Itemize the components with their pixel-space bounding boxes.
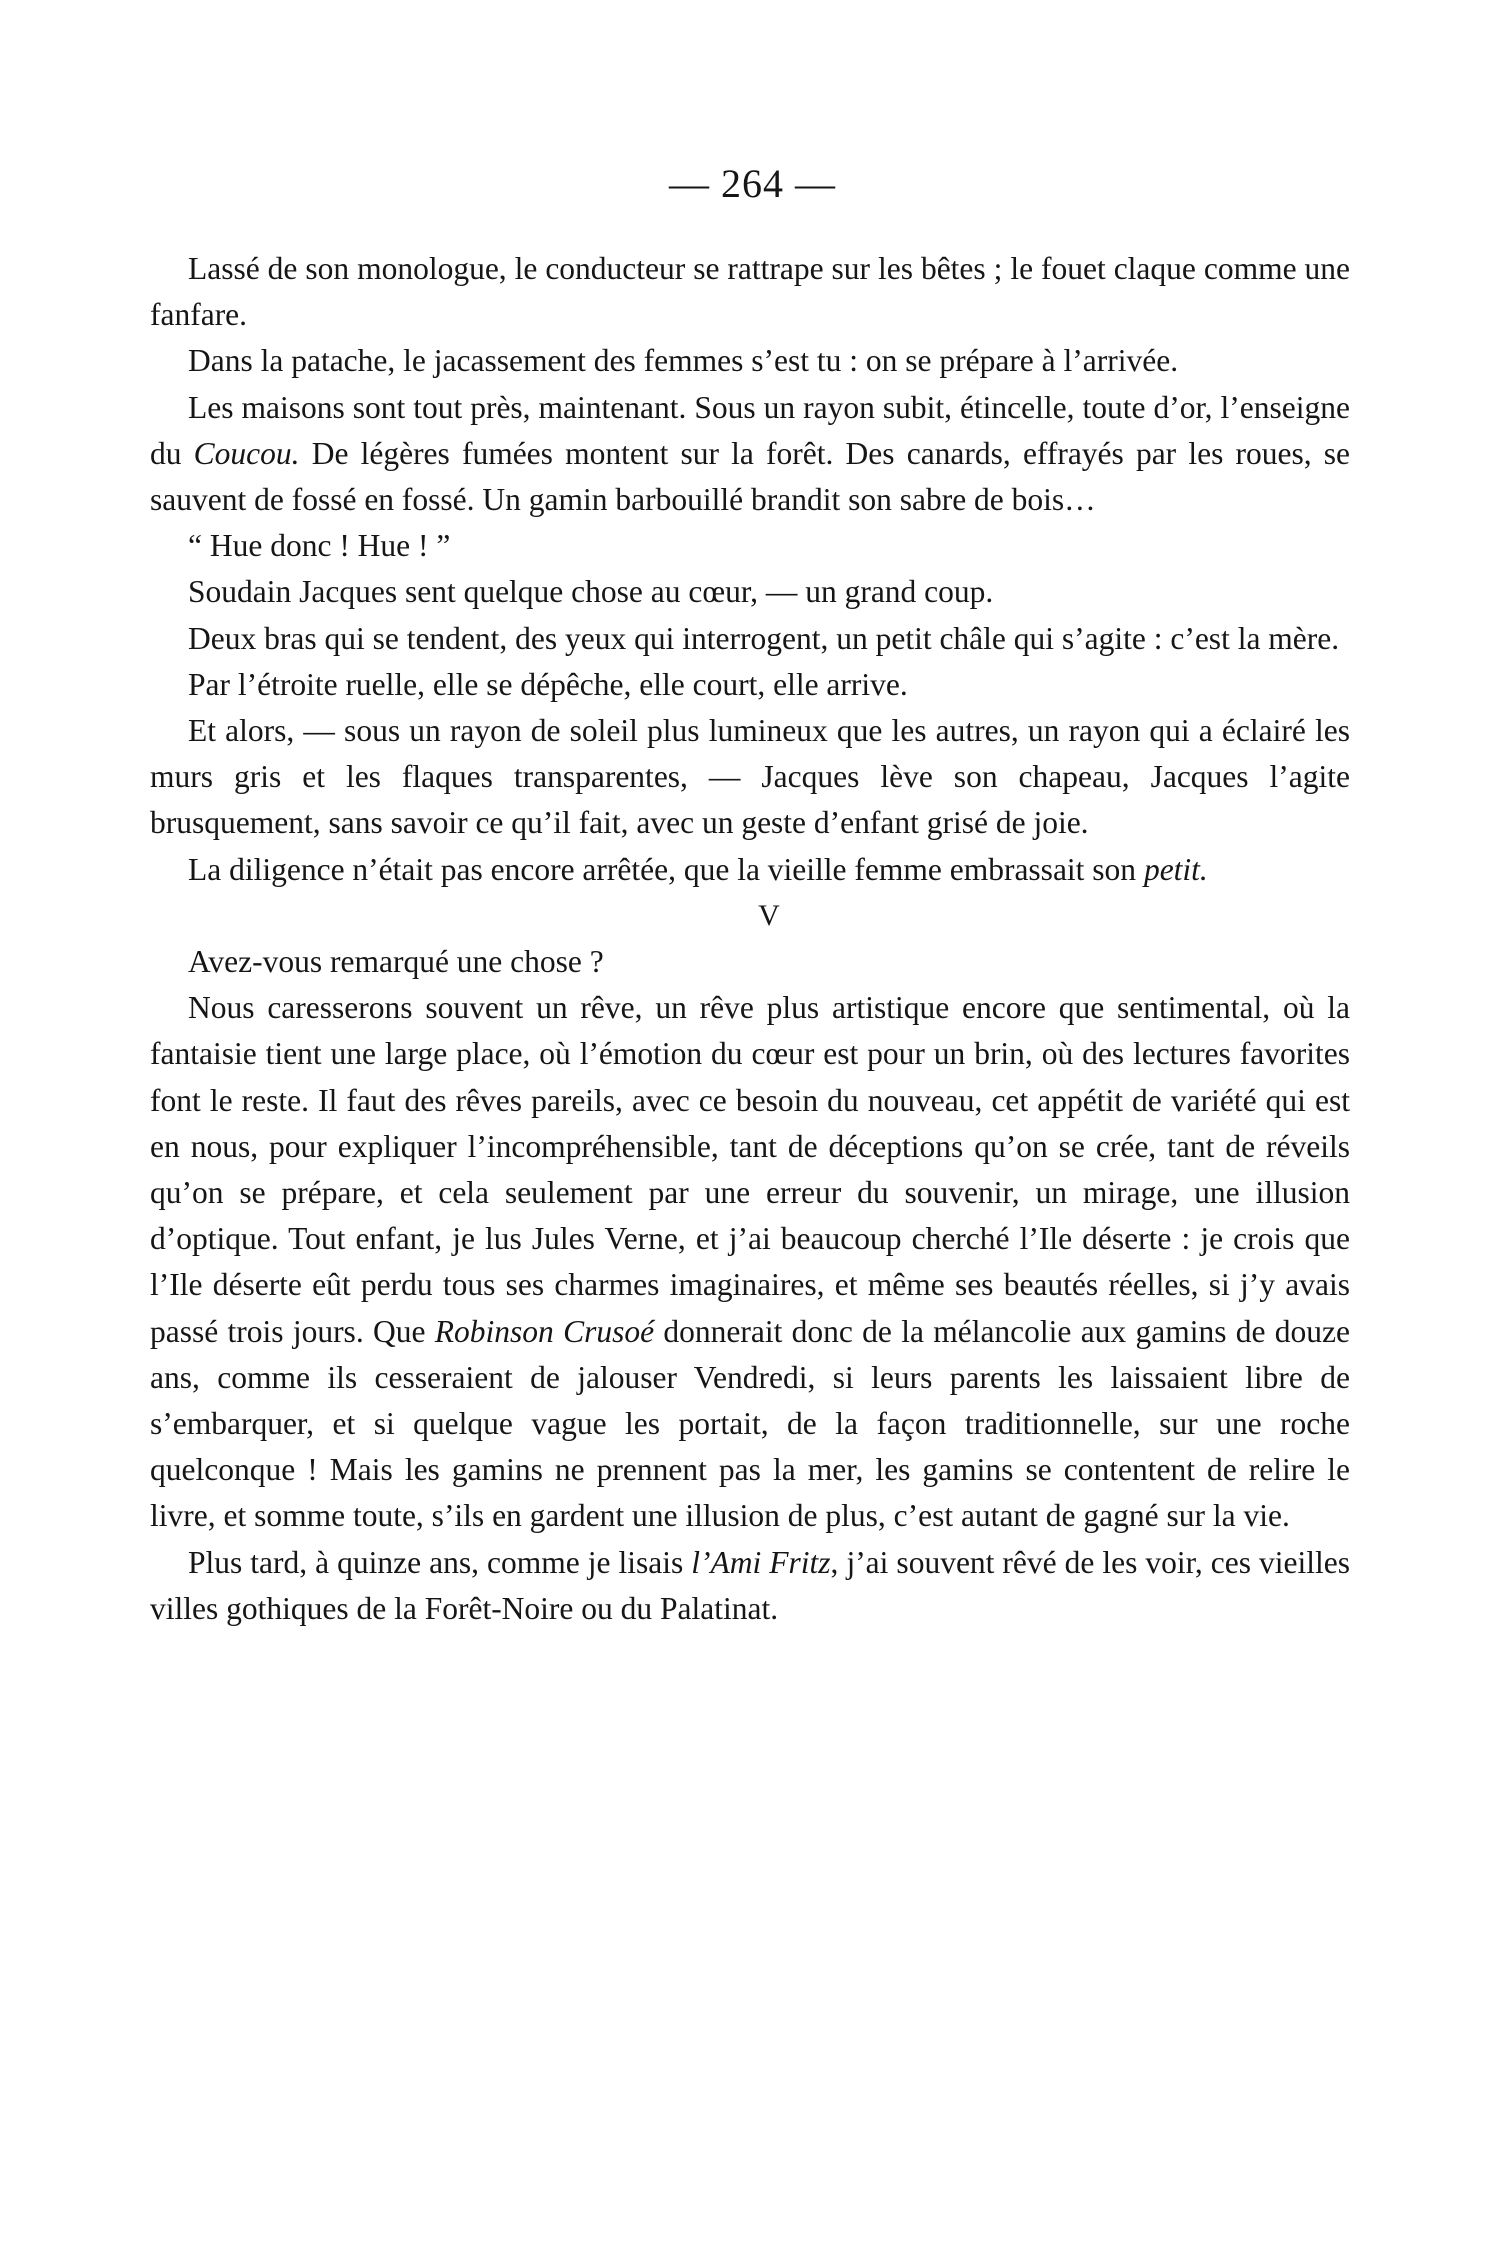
book-title: Robinson Crusoé bbox=[434, 1313, 655, 1349]
book-title: l’Ami Fritz bbox=[691, 1544, 831, 1580]
paragraph-text: La diligence n’était pas encore arrêtée, que la vieille femme embrassait son bbox=[188, 851, 1144, 887]
paragraph: Lassé de son monologue, le conducteur se rattrape sur les bêtes ; le fouet claque comme une fanfare. bbox=[150, 251, 1350, 333]
inn-name: Coucou. bbox=[193, 435, 300, 471]
paragraph-text: , j’ai souvent rêvé de les voir, ces vieilles villes gothiques de la Forêt-Noire ou du Palatinat. bbox=[150, 1544, 1350, 1626]
paragraph: “ Hue donc ! Hue ! ” bbox=[188, 528, 451, 564]
paragraph bbox=[150, 847, 1350, 893]
paragraph bbox=[150, 385, 1350, 524]
paragraph bbox=[150, 1540, 1350, 1632]
section-heading: V bbox=[758, 898, 780, 932]
paragraph-text: De légères fumées montent sur la forêt. Des canards, effrayés par les roues, se sauvent de fossé en fossé. Un gamin barbouillé brandit son sabre de bois… bbox=[150, 435, 1351, 518]
paragraph: Par l’étroite ruelle, elle se dépêche, elle court, elle arrive. bbox=[188, 666, 908, 702]
paragraph bbox=[150, 985, 1350, 1539]
paragraph: Deux bras qui se tendent, des yeux qui interrogent, un petit châle qui s’agite : c’est la mère. bbox=[188, 620, 1340, 656]
paragraph-text: Plus tard, à quinze ans, comme je lisais bbox=[188, 1544, 692, 1580]
paragraph-text: Nous caresserons souvent un rêve, un rêve plus artistique encore que sentimental, où la fantaisie tient une large place, où l’émotion du cœur est pour un brin, où des lectures favorites font le reste. Il faut des rêves pareils, avec ce besoin du nouveau, cet appétit de variété qui est en nous, pour expliquer l’incompréhensible, tant de déceptions qu’on se crée, tant de réveils qu’on se prépare, et cela seulement par une erreur du souvenir, un mirage, une illusion d’optique. Tout enfant, je lus Jules Verne, et j’ai beaucoup cherché l’Ile déserte : je crois que l’Ile déserte eût perdu tous ses charmes imaginaires, et même ses beautés réelles, si j’y avais passé trois jours. bbox=[150, 990, 1350, 1349]
paragraph: Soudain Jacques sent quelque chose au cœur, — un grand coup. bbox=[188, 574, 994, 610]
paragraph-text: donnerait donc de la mélancolie aux gamins de douze ans, comme ils cesseraient de jalouser Vendredi, si leurs parents les laissaient libre de s’embarquer, et si quelque vague les portait, de la façon traditionnelle, sur une roche quelconque ! Mais les gamins ne prennent pas la mer, les gamins se contentent de relire le livre, et somme toute, s’ils en gardent une illusion de plus, c’est autant de gagné sur la vie. bbox=[150, 1313, 1350, 1534]
paragraph: Et alors, — sous un rayon de soleil plus lumineux que les autres, un rayon qui a éclairé les murs gris et les flaques transparentes, — Jacques lève son chapeau, Jacques l’agite brusquement, sans savoir ce qu’il fait, avec un geste d’enfant grisé de joie. bbox=[150, 713, 1350, 841]
emphasis: petit. bbox=[1143, 851, 1208, 887]
paragraph-text: Les maisons sont tout près, maintenant. Sous un rayon subit, étincelle, toute d’or, l’enseigne du bbox=[150, 389, 1350, 471]
page-body bbox=[150, 246, 1350, 1632]
paragraph-text: Que bbox=[363, 1313, 435, 1349]
paragraph: Avez-vous remarqué une chose ? bbox=[188, 944, 604, 980]
paragraph: Dans la patache, le jacassement des femmes s’est tu : on se prépare à l’arrivée. bbox=[188, 343, 1179, 379]
page-number: — 264 — bbox=[669, 161, 836, 206]
